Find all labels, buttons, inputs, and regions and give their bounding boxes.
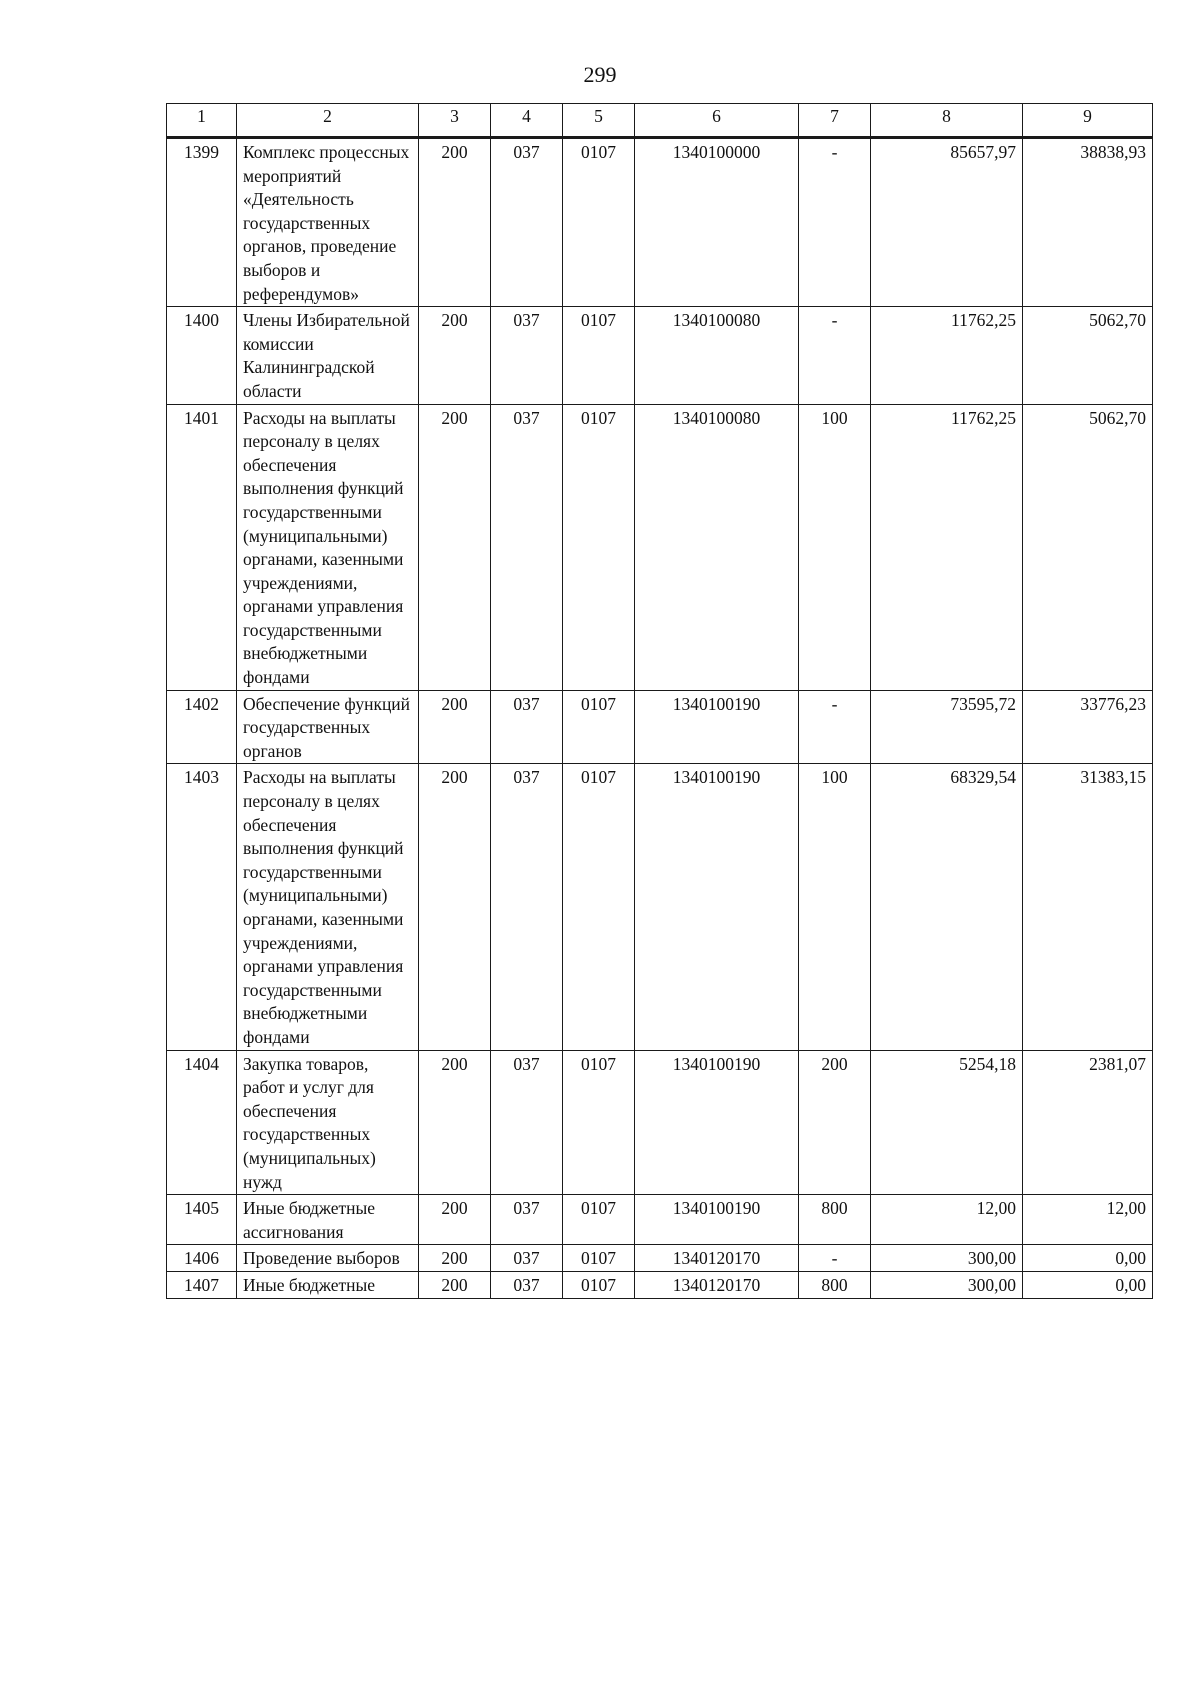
cell-col7: - <box>799 690 871 764</box>
cell-col8: 73595,72 <box>871 690 1023 764</box>
column-header: 3 <box>419 104 491 138</box>
row-number: 1403 <box>167 764 237 1050</box>
column-header: 5 <box>563 104 635 138</box>
cell-col9: 5062,70 <box>1023 404 1153 690</box>
cell-col8: 300,00 <box>871 1245 1023 1272</box>
cell-col7: 100 <box>799 404 871 690</box>
cell-col5: 0107 <box>563 404 635 690</box>
cell-col6: 1340120170 <box>635 1245 799 1272</box>
cell-col6: 1340100080 <box>635 404 799 690</box>
cell-col6: 1340100000 <box>635 138 799 307</box>
expense-name: Иные бюджетные <box>237 1271 419 1298</box>
cell-col4: 037 <box>491 404 563 690</box>
column-header: 7 <box>799 104 871 138</box>
table-row <box>167 1271 1153 1298</box>
row-number: 1402 <box>167 690 237 764</box>
cell-col6: 1340100190 <box>635 1050 799 1195</box>
cell-col9: 5062,70 <box>1023 307 1153 404</box>
row-number: 1400 <box>167 307 237 404</box>
cell-col3: 200 <box>419 307 491 404</box>
cell-col5: 0107 <box>563 1271 635 1298</box>
column-header: 4 <box>491 104 563 138</box>
cell-col7: - <box>799 307 871 404</box>
cell-col8: 5254,18 <box>871 1050 1023 1195</box>
table-row <box>167 307 1153 404</box>
expense-name: Расходы на выплаты персоналу в целях обеспечения выполнения функций государственными (муниципальными) органами, казенными учреждениями, органами управления государственными внебюджетными фондами <box>237 764 419 1050</box>
expense-name: Проведение выборов <box>237 1245 419 1272</box>
table-row <box>167 1195 1153 1245</box>
cell-col9: 0,00 <box>1023 1245 1153 1272</box>
table-row <box>167 1050 1153 1195</box>
cell-col5: 0107 <box>563 764 635 1050</box>
cell-col5: 0107 <box>563 307 635 404</box>
cell-col3: 200 <box>419 764 491 1050</box>
column-header: 6 <box>635 104 799 138</box>
expense-name: Обеспечение функций государственных органов <box>237 690 419 764</box>
table-row <box>167 138 1153 307</box>
table-row <box>167 1245 1153 1272</box>
cell-col8: 68329,54 <box>871 764 1023 1050</box>
cell-col5: 0107 <box>563 690 635 764</box>
column-header: 1 <box>167 104 237 138</box>
cell-col8: 300,00 <box>871 1271 1023 1298</box>
cell-col4: 037 <box>491 138 563 307</box>
cell-col3: 200 <box>419 1195 491 1245</box>
cell-col7: 800 <box>799 1271 871 1298</box>
budget-table <box>166 103 1153 1299</box>
cell-col6: 1340120170 <box>635 1271 799 1298</box>
cell-col4: 037 <box>491 307 563 404</box>
cell-col9: 38838,93 <box>1023 138 1153 307</box>
cell-col4: 037 <box>491 1195 563 1245</box>
column-header: 9 <box>1023 104 1153 138</box>
table-header-row <box>167 104 1153 138</box>
table-row <box>167 404 1153 690</box>
cell-col4: 037 <box>491 690 563 764</box>
cell-col9: 0,00 <box>1023 1271 1153 1298</box>
cell-col6: 1340100080 <box>635 307 799 404</box>
page-number: 299 <box>583 62 617 87</box>
row-number: 1406 <box>167 1245 237 1272</box>
cell-col3: 200 <box>419 1050 491 1195</box>
cell-col5: 0107 <box>563 1245 635 1272</box>
cell-col6: 1340100190 <box>635 1195 799 1245</box>
cell-col4: 037 <box>491 1271 563 1298</box>
cell-col5: 0107 <box>563 1050 635 1195</box>
cell-col3: 200 <box>419 138 491 307</box>
cell-col6: 1340100190 <box>635 764 799 1050</box>
cell-col8: 85657,97 <box>871 138 1023 307</box>
cell-col9: 2381,07 <box>1023 1050 1153 1195</box>
cell-col8: 11762,25 <box>871 404 1023 690</box>
cell-col3: 200 <box>419 690 491 764</box>
cell-col5: 0107 <box>563 1195 635 1245</box>
row-number: 1401 <box>167 404 237 690</box>
cell-col8: 11762,25 <box>871 307 1023 404</box>
cell-col7: 200 <box>799 1050 871 1195</box>
cell-col4: 037 <box>491 764 563 1050</box>
row-number: 1399 <box>167 138 237 307</box>
expense-name: Иные бюджетные ассигнования <box>237 1195 419 1245</box>
expense-name: Закупка товаров, работ и услуг для обеспечения государственных (муниципальных) нужд <box>237 1050 419 1195</box>
cell-col7: 800 <box>799 1195 871 1245</box>
row-number: 1407 <box>167 1271 237 1298</box>
row-number: 1404 <box>167 1050 237 1195</box>
cell-col3: 200 <box>419 404 491 690</box>
cell-col3: 200 <box>419 1271 491 1298</box>
column-header: 2 <box>237 104 419 138</box>
cell-col8: 12,00 <box>871 1195 1023 1245</box>
expense-name: Комплекс процессных мероприятий «Деятельность государственных органов, проведение выборов и референдумов» <box>237 138 419 307</box>
cell-col4: 037 <box>491 1245 563 1272</box>
cell-col7: 100 <box>799 764 871 1050</box>
cell-col4: 037 <box>491 1050 563 1195</box>
cell-col9: 33776,23 <box>1023 690 1153 764</box>
cell-col9: 12,00 <box>1023 1195 1153 1245</box>
cell-col5: 0107 <box>563 138 635 307</box>
cell-col9: 31383,15 <box>1023 764 1153 1050</box>
cell-col3: 200 <box>419 1245 491 1272</box>
expense-name: Расходы на выплаты персоналу в целях обеспечения выполнения функций государственными (муниципальными) органами, казенными учреждениями, органами управления государственными внебюджетными фондами <box>237 404 419 690</box>
expense-name: Члены Избирательной комиссии Калининградской области <box>237 307 419 404</box>
cell-col7: - <box>799 1245 871 1272</box>
cell-col6: 1340100190 <box>635 690 799 764</box>
row-number: 1405 <box>167 1195 237 1245</box>
table-row <box>167 764 1153 1050</box>
column-header: 8 <box>871 104 1023 138</box>
cell-col7: - <box>799 138 871 307</box>
table-row <box>167 690 1153 764</box>
